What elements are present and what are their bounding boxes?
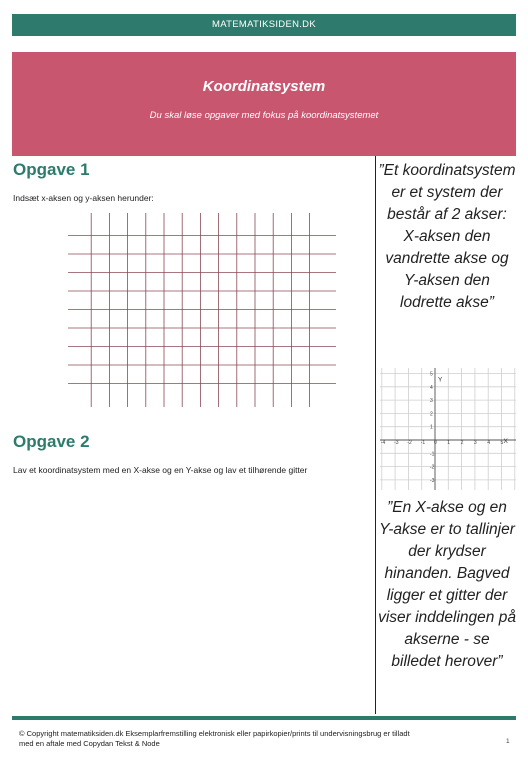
y-tick-label: 3 <box>430 398 433 405</box>
y-tick-label: -2 <box>430 464 435 471</box>
x-tick-label: 1 <box>447 440 451 446</box>
site-name: MATEMATIKSIDEN.DK <box>212 19 316 30</box>
x-tick-label: -1 <box>420 440 426 446</box>
x-tick-label: -4 <box>380 440 386 446</box>
sidebar-coordinate-system <box>380 368 516 490</box>
page-title: Koordinatsystem <box>202 78 326 95</box>
task2-heading: Opgave 2 <box>13 432 90 451</box>
page-subtitle: Du skal løse opgaver med fokus på koordinatsystemet <box>149 110 379 121</box>
task1-instruction: Indsæt x-aksen og y-aksen herunder: <box>13 193 154 203</box>
x-tick-label: -2 <box>407 440 412 446</box>
y-tick-label: -1 <box>430 451 435 458</box>
x-tick-label: -3 <box>394 440 399 446</box>
footer-bar <box>12 716 516 720</box>
y-tick-label: 5 <box>430 371 433 378</box>
column-divider <box>375 156 376 714</box>
x-tick-label: 0 <box>434 440 437 446</box>
task2-instruction: Lav et koordinatsystem med en X-akse og en Y-akse og lav et tilhørende gitter <box>13 465 308 475</box>
x-tick-label: 4 <box>487 440 490 446</box>
y-tick-label: 1 <box>430 424 433 431</box>
x-tick-label: 5 <box>500 440 504 446</box>
task1-empty-grid[interactable] <box>68 213 336 407</box>
x-tick-label: 2 <box>460 440 464 446</box>
y-axis-label: Y <box>438 376 443 384</box>
copyright-notice: © Copyright matematiksiden.dk Eksemplarfremstilling elektronisk eller papirkopier/prints til undervisningsbrug er tilladt med en aftale med Copydan Tekst & Node <box>19 729 410 748</box>
sidebar-quote-2: ”En X-akse og en Y-akse er to tallinjer der krydser hinanden. Bagved ligger et gitter der viser inddelingen på akserne - se billedet herover” <box>378 499 516 670</box>
y-tick-label: 2 <box>430 411 433 418</box>
page-number: 1 <box>506 738 510 745</box>
site-header-bar <box>12 14 516 36</box>
title-banner <box>12 52 516 156</box>
sidebar-quote-1: ”Et koordinatsystem er et system der består af 2 akser: X-aksen den vandrette akse og Y-aksen den lodrette akse” <box>378 162 516 311</box>
task1-heading: Opgave 1 <box>13 160 90 179</box>
x-axis-label: X <box>503 438 508 445</box>
y-tick-label: 4 <box>430 384 433 391</box>
x-tick-label: 3 <box>473 440 477 446</box>
y-tick-label: -3 <box>430 477 435 484</box>
